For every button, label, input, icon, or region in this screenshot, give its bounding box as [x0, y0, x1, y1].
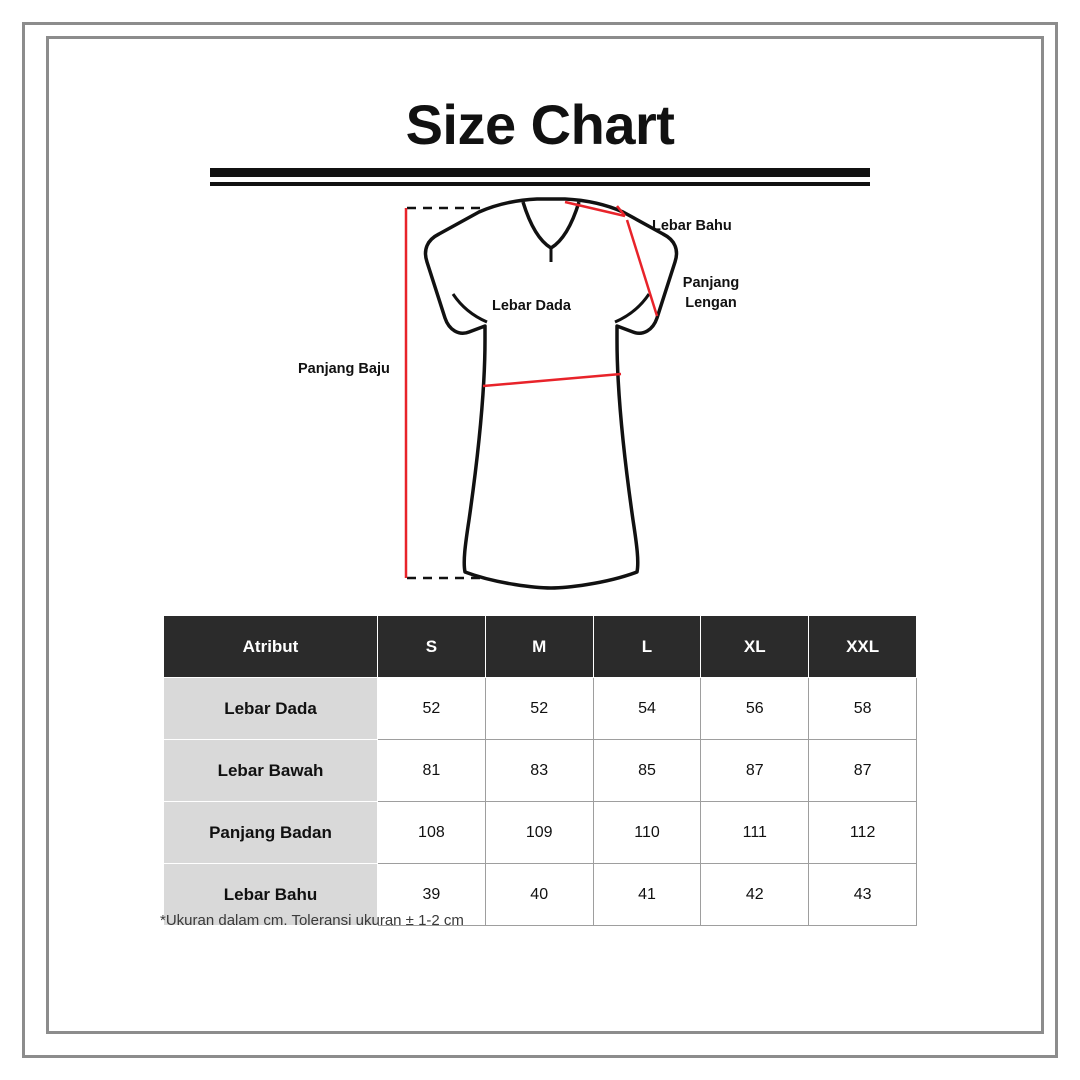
label-lebar-dada: Lebar Dada: [492, 298, 571, 314]
cell-value: 52: [485, 678, 593, 740]
cell-value: 39: [378, 864, 486, 926]
cell-value: 87: [809, 740, 917, 802]
row-label: Lebar Dada: [164, 678, 378, 740]
cell-value: 110: [593, 802, 701, 864]
cell-value: 52: [378, 678, 486, 740]
cell-value: 41: [593, 864, 701, 926]
column-header-xl: XL: [701, 616, 809, 678]
row-label: Lebar Bahu: [164, 864, 378, 926]
table-header-row: [164, 616, 917, 678]
cell-value: 83: [485, 740, 593, 802]
divider-thick: [210, 168, 870, 177]
page-title: Size Chart: [405, 93, 675, 156]
row-label: Lebar Bawah: [164, 740, 378, 802]
cell-value: 87: [701, 740, 809, 802]
cell-value: 111: [701, 802, 809, 864]
label-panjang-lengan-line2: Lengan: [685, 294, 737, 311]
cell-value: 112: [809, 802, 917, 864]
cell-value: 108: [378, 802, 486, 864]
label-panjang-lengan-line1: Panjang: [682, 275, 740, 291]
cell-value: 43: [809, 864, 917, 926]
label-panjang-lengan: [666, 274, 756, 313]
column-header-atribut: Atribut: [164, 616, 378, 678]
cell-value: 58: [809, 678, 917, 740]
row-label: Panjang Badan: [164, 802, 378, 864]
cell-value: 54: [593, 678, 701, 740]
label-panjang-baju: Panjang Baju: [298, 361, 390, 377]
size-table: [163, 615, 917, 926]
cell-value: 109: [485, 802, 593, 864]
cell-value: 56: [701, 678, 809, 740]
cell-value: 85: [593, 740, 701, 802]
label-lebar-bahu: Lebar Bahu: [652, 218, 732, 234]
cell-value: 42: [701, 864, 809, 926]
divider-thin: [210, 182, 870, 186]
table-row: [164, 678, 917, 740]
garment-illustration: [265, 190, 825, 600]
column-header-s: S: [378, 616, 486, 678]
column-header-m: M: [485, 616, 593, 678]
footnote: *Ukuran dalam cm. Toleransi ukuran ± 1-2 cm: [160, 912, 464, 929]
column-header-xxl: XXL: [809, 616, 917, 678]
title-divider: [210, 168, 870, 186]
table-row: [164, 802, 917, 864]
cell-value: 40: [485, 864, 593, 926]
cell-value: 81: [378, 740, 486, 802]
table-row: [164, 740, 917, 802]
column-header-l: L: [593, 616, 701, 678]
